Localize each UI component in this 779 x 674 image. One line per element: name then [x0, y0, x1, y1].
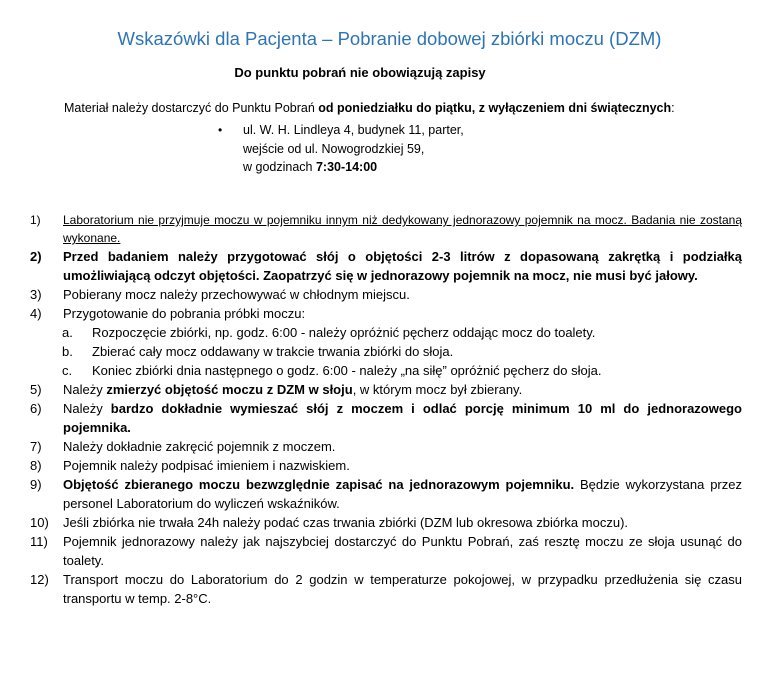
address-block: [218, 121, 464, 177]
list-item: [30, 475, 742, 513]
list-number: 8): [30, 458, 42, 473]
intro-prefix: Materiał należy dostarczyć do Punktu Pobrań: [64, 101, 319, 115]
list-item: [30, 437, 742, 456]
list-text: Przed badaniem należy przygotować słój o objętości 2-3 litrów z dopasowaną zakrętką i podziałką umożliwiającą odczyt objętości. Zaopatrzyć się w jednorazowy pojemnik na mocz, nie musi być jałowy.: [63, 249, 742, 283]
list-item: [30, 380, 742, 399]
bullet-icon: •: [218, 123, 223, 137]
list-item: [30, 247, 742, 285]
list-item: [30, 285, 742, 304]
instruction-list: [30, 211, 742, 608]
sub-list-item: [30, 361, 742, 380]
list-text-bold: Objętość zbieranego moczu bezwzględnie zapisać na jednorazowym pojemniku.: [63, 477, 575, 492]
intro-text: [64, 101, 675, 115]
address-line-2: wejście od ul. Nowogrodzkiej 59,: [243, 141, 425, 156]
list-number: 3): [30, 287, 42, 302]
list-text: Jeśli zbiórka nie trwała 24h należy podać czas trwania zbiórki (DZM lub okresowa zbiórka moczu).: [63, 515, 629, 530]
list-text: Pojemnik należy podpisać imieniem i nazwiskiem.: [63, 458, 350, 473]
list-number: 7): [30, 439, 42, 454]
list-text-pre: Należy: [63, 401, 111, 416]
list-text-bold: zmierzyć objętość moczu z DZM w słoju: [106, 382, 353, 397]
list-text-pre: Należy: [63, 382, 107, 397]
list-text: Laboratorium nie przyjmuje moczu w pojemniku innym niż dedykowany jednorazowy pojemnik na mocz. Badania nie zostaną wykonane.: [63, 213, 742, 245]
list-item: [30, 570, 742, 608]
list-number: 11): [30, 534, 48, 549]
hours-prefix: w godzinach: [243, 160, 316, 174]
sub-text: Koniec zbiórki dnia następnego o godz. 6:00 - należy „na siłę” opróżnić pęcherz do słoja.: [92, 363, 602, 378]
hours-value: 7:30-14:00: [315, 160, 378, 174]
address-hours: [243, 158, 464, 177]
intro-days: od poniedziałku do piątku, z wyłączeniem dni świątecznych: [318, 101, 672, 115]
list-text-post: , w którym mocz był zbierany.: [352, 382, 523, 397]
list-item: [30, 304, 742, 323]
sub-text: Zbierać cały mocz oddawany w trakcie trwania zbiórki do słoja.: [92, 344, 454, 359]
list-number: 12): [30, 572, 49, 587]
intro-suffix: :: [671, 101, 675, 115]
list-text: Pobierany mocz należy przechowywać w chłodnym miejscu.: [63, 287, 410, 302]
subtitle: Do punktu pobrań nie obowiązują zapisy: [234, 65, 486, 80]
list-item: [30, 513, 742, 532]
list-number: 6): [30, 401, 42, 416]
list-number: 9): [30, 477, 42, 492]
sub-letter: b.: [62, 344, 73, 359]
list-number: 4): [30, 306, 42, 321]
list-number: 2): [30, 249, 42, 264]
list-item: [30, 399, 742, 437]
list-text: Należy dokładnie zakręcić pojemnik z moczem.: [63, 439, 336, 454]
list-item: [30, 456, 742, 475]
sub-text: Rozpoczęcie zbiórki, np. godz. 6:00 - należy opróżnić pęcherz oddając mocz do toalety.: [92, 325, 596, 340]
list-text-bold: bardzo dokładnie wymieszać słój z moczem i odlać porcję minimum 10 ml do jednorazowego pojemnika.: [63, 401, 742, 435]
sub-list-item: [30, 342, 742, 361]
list-text: Pojemnik jednorazowy należy jak najszybciej dostarczyć do Punktu Pobrań, zaś resztę moczu ze słoja usunąć do toalety.: [63, 534, 742, 568]
list-text: Transport moczu do Laboratorium do 2 godzin w temperaturze pokojowej, w przypadku przedłużenia się czasu transportu w temp. 2-8°C.: [63, 572, 742, 606]
list-item: [30, 211, 742, 247]
list-item: [30, 532, 742, 570]
address-line-1: ul. W. H. Lindleya 4, budynek 11, parter,: [243, 123, 464, 137]
list-number: 5): [30, 382, 42, 397]
sub-letter: c.: [62, 363, 73, 378]
page-title: Wskazówki dla Pacjenta – Pobranie dobowej zbiórki moczu (DZM): [117, 28, 662, 50]
sub-letter: a.: [62, 325, 73, 340]
sub-list-item: [30, 323, 742, 342]
list-number: 10): [30, 515, 49, 530]
list-text-post: Będzie wykorzystana przez personel Laboratorium do wyliczeń wskaźników.: [63, 477, 742, 511]
list-number: 1): [30, 213, 41, 227]
list-text: Przygotowanie do pobrania próbki moczu:: [63, 306, 306, 321]
